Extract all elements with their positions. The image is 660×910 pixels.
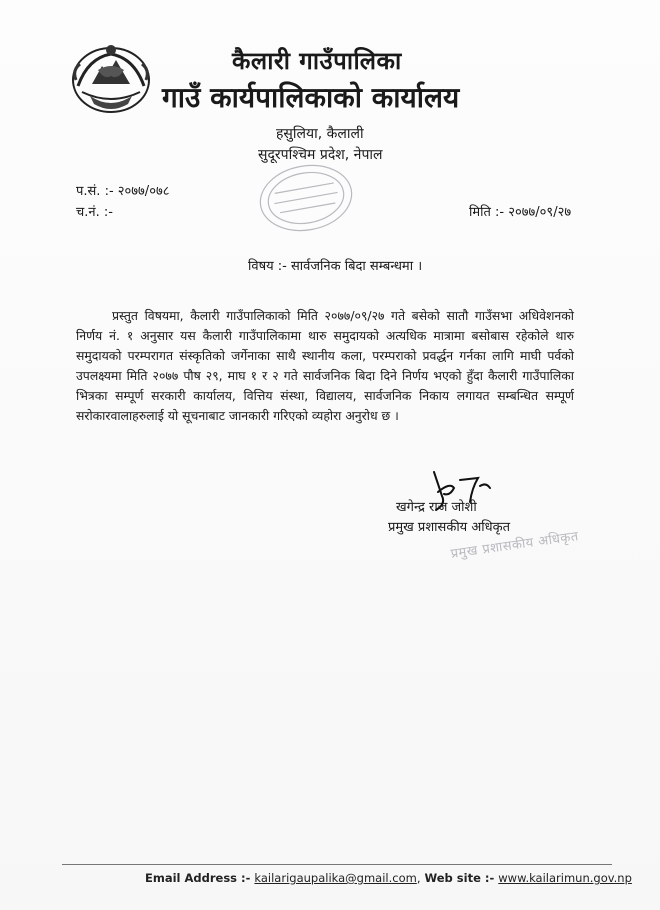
office-stamp-icon	[254, 158, 358, 238]
footer	[145, 871, 632, 885]
office-name: गाउँ कार्यपालिकाको कार्यालय	[162, 81, 460, 114]
letter-date: मिति :- २०७७/०९/२७	[469, 205, 572, 220]
footer-divider	[62, 864, 612, 865]
address-line-1: हसुलिया, कैलाली	[276, 126, 364, 142]
reference-number: प.सं. :- २०७७/०७८	[76, 184, 170, 199]
letter-subject: विषय :- सार्वजनिक बिदा सम्बन्धमा ।	[248, 259, 423, 274]
email-link[interactable]: kailarigaupalika@gmail.com	[254, 871, 417, 885]
dispatch-number: च.नं. :-	[76, 205, 113, 220]
org-name: कैलारी गाउँपालिका	[232, 47, 402, 75]
signatory-name: खगेन्द्र राज जोशी	[396, 500, 477, 515]
signatory-title: प्रमुख प्रशासकीय अधिकृत	[388, 520, 511, 535]
website-link[interactable]: www.kailarimun.gov.np	[498, 871, 632, 885]
email-label: Email Address :-	[145, 871, 251, 885]
letter-body: प्रस्तुत विषयमा, कैलारी गाउँपालिकाको मिति २०७७/०९/२७ गते बसेको सातौ गाउँसभा अधिवेशनको निर्णय नं. १ अनुसार यस कैलारी गाउँपालिकामा थारु समुदायको अत्यधिक मात्रामा बसोबास रहेकोले थारु समुदायको परम्परागत संस्कृतिको जर्गेनाका साथै स्थानीय कला, परम्पराको प्रवर्द्धन गर्नका लागि माघी पर्वको उपलक्ष्यमा मिति २०७७ पौष २९, माघ १ र २ गते सार्वजनिक बिदा दिने निर्णय भएको हुँदा कैलारी गाउँपालिका भित्रका सम्पूर्ण सरकारी कार्यालय, वित्तिय संस्था, विद्यालय, सार्वजनिक निकाय लगायत सम्बन्धित सम्पूर्ण सरोकारवालाहरुलाई यो सूचनाबाट जानकारी गरिएको व्यहोरा अनुरोध छ ।	[76, 308, 574, 423]
official-stamp: प्रमुख प्रशासकीय अधिकृत	[449, 529, 580, 562]
nepal-emblem-icon	[68, 40, 154, 116]
address-line-2: सुदूरपश्चिम प्रदेश, नेपाल	[258, 147, 383, 163]
website-label: Web site :-	[424, 871, 495, 885]
footer-separator: ,	[416, 871, 421, 885]
